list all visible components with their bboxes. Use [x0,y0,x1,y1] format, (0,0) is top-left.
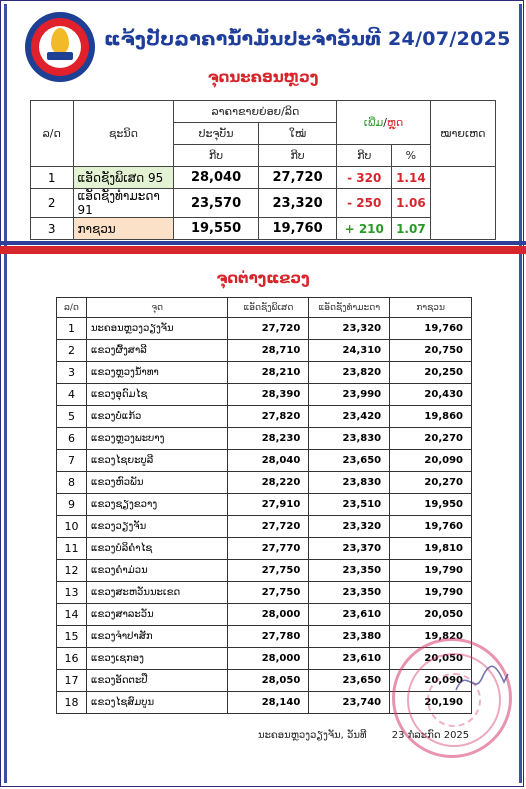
price-regular: 23,740 [309,692,390,714]
price-special: 27,910 [228,494,309,516]
price-special: 27,750 [228,582,309,604]
province-name: ແຂວງໄຊຍະບູລີ [86,450,228,472]
price-diesel: 19,790 [390,582,472,604]
price-diesel: 19,810 [390,538,472,560]
col-diesel-header: ກາຊວນ [390,298,472,318]
price-special: 27,720 [228,516,309,538]
row-no: 3 [57,362,87,384]
col-type-header: ຊະນິດ [73,101,174,167]
col-new-header: ໃໝ່ [258,123,337,145]
province-name: ແຂວງບໍລິຄຳໄຊ [86,538,228,560]
price-special: 27,780 [228,626,309,648]
price-regular: 23,510 [309,494,390,516]
table-row [31,167,496,189]
price-regular: 23,830 [309,428,390,450]
logo-base [47,52,73,60]
price-diesel: 20,090 [390,670,472,692]
price-regular: 23,650 [309,450,390,472]
price-diesel: 19,790 [390,560,472,582]
province-name: ແຂວງຫຼວງນ້ຳທາ [86,362,228,384]
price-regular: 23,990 [309,384,390,406]
col-regular-header: ແອັດຊັງທຳມະດາ [309,298,390,318]
province-name: ແຂວງບໍ່ແກ້ວ [86,406,228,428]
capital-subtitle: ຈຸດນະຄອນຫຼວງ [207,68,319,86]
row-no: 10 [57,516,87,538]
price-diesel: 20,190 [390,692,472,714]
table-row [57,604,472,626]
table-row [57,516,472,538]
province-name: ແຂວງສະຫວັນນະເຂດ [86,582,228,604]
price-diesel: 20,270 [390,428,472,450]
price-special: 28,210 [228,362,309,384]
province-name: ແຂວງຫົວພັນ [86,472,228,494]
right-border-stripe [519,4,522,783]
signature-icon [452,660,512,700]
price-special: 27,750 [228,560,309,582]
price-new: 23,320 [258,189,337,218]
price-diesel: 20,430 [390,384,472,406]
title-date: 24/07/2025 [388,28,511,50]
capital-price-table [30,100,496,240]
price-diesel: 20,050 [390,604,472,626]
province-name: ແຂວງໄຊສົມບູນ [86,692,228,714]
province-name: ແຂວງເຊກອງ [86,648,228,670]
price-diesel: 19,760 [390,318,472,340]
price-diesel: 20,750 [390,340,472,362]
row-no: 16 [57,648,87,670]
change-down-label: ຫຼຸດ [386,116,404,129]
col-no-header: ລ/ດ [31,101,74,167]
row-no: 12 [57,560,87,582]
fuel-drop-icon [51,28,69,54]
row-no: 2 [31,189,74,218]
price-regular: 23,830 [309,472,390,494]
price-diesel: 19,950 [390,494,472,516]
province-subtitle: ຈຸດຕ່າງແຂວງ [216,269,310,287]
row-no: 15 [57,626,87,648]
price-diesel: 20,270 [390,472,472,494]
province-name: ແຂວງວຽງຈັນ [86,516,228,538]
price-diesel: 20,250 [390,362,472,384]
price-special: 27,770 [228,538,309,560]
change-sep: / [383,116,387,129]
change-up-label: ເພີ່ມ [363,116,384,129]
price-regular: 23,370 [309,538,390,560]
price-change-pct: 1.14 [392,167,431,189]
title-text: ແຈ້ງປັບລາຄານ້ຳມັນປະຈຳວັນທີ [104,28,382,50]
fuel-type-name: ກາຊວນ [73,218,174,240]
price-change: + 210 [337,218,392,240]
province-name: ແຂວງອຸດົມໄຊ [86,384,228,406]
page-title [104,28,514,50]
left-border-stripe [4,4,7,783]
price-regular: 23,610 [309,604,390,626]
unit-kip-current: ກີບ [174,145,258,167]
price-regular: 23,820 [309,362,390,384]
price-regular: 23,650 [309,670,390,692]
price-diesel: 19,820 [390,626,472,648]
note-cell [430,167,495,240]
footer-date: 23 ກໍລະກົດ 2025 [391,730,470,741]
price-change-pct: 1.06 [392,189,431,218]
fuel-type-name: ແອັດຊັງພິເສດ 95 [73,167,174,189]
price-special: 28,000 [228,648,309,670]
table-row [57,406,472,428]
province-name: ແຂວງຜົ້ງສາລີ [86,340,228,362]
table-row [57,384,472,406]
province-name: ແຂວງຊຽງຂວາງ [86,494,228,516]
price-special: 28,050 [228,670,309,692]
province-price-table [56,297,472,714]
price-special: 28,390 [228,384,309,406]
unit-pct: % [392,145,431,167]
table-header-row [31,101,496,123]
row-no: 13 [57,582,87,604]
row-no: 11 [57,538,87,560]
row-no: 3 [31,218,74,240]
table-row [57,450,472,472]
table-row [31,218,496,240]
price-regular: 23,320 [309,318,390,340]
price-change: - 250 [337,189,392,218]
table-row [57,472,472,494]
row-no: 4 [57,384,87,406]
footer-place: ນະຄອນຫຼວງວຽງຈັນ, ວັນທີ [258,730,367,741]
price-diesel: 20,090 [390,450,472,472]
row-no: 2 [57,340,87,362]
province-name: ແຂວງຫຼວງພະບາງ [86,428,228,450]
price-special: 28,710 [228,340,309,362]
row-no: 1 [31,167,74,189]
price-special: 28,230 [228,428,309,450]
price-special: 28,140 [228,692,309,714]
price-diesel: 19,860 [390,406,472,428]
row-no: 17 [57,670,87,692]
price-current: 19,550 [174,218,258,240]
row-no: 1 [57,318,87,340]
col-note-header: ໝາຍເຫດ [430,101,495,167]
col-location-header: ຈຸດ [86,298,228,318]
table-row [57,340,472,362]
price-diesel: 19,760 [390,516,472,538]
table-row [57,362,472,384]
price-change-pct: 1.07 [392,218,431,240]
row-no: 6 [57,428,87,450]
table-row [57,560,472,582]
table-row [31,189,496,218]
price-regular: 23,380 [309,626,390,648]
divider-red [0,246,526,254]
price-special: 27,820 [228,406,309,428]
province-name: ແຂວງຄຳມ່ວນ [86,560,228,582]
price-current: 28,040 [174,167,258,189]
table-row [57,538,472,560]
price-change: - 320 [337,167,392,189]
province-name: ນະຄອນຫຼວງວຽງຈັນ [86,318,228,340]
price-new: 27,720 [258,167,337,189]
col-price-header: ລາຄາຂາຍຍ່ອຍ/ລິດ [174,101,337,123]
unit-kip-change: ກີບ [337,145,392,167]
table-row [57,318,472,340]
divider-blue [0,241,526,245]
province-name: ແຂວງສາລະວັນ [86,604,228,626]
price-special: 28,000 [228,604,309,626]
row-no: 18 [57,692,87,714]
col-change-header [337,101,430,145]
price-special: 27,720 [228,318,309,340]
fuel-type-name: ແອັດຊັງທຳມະດາ 91 [73,189,174,218]
price-regular: 23,610 [309,648,390,670]
row-no: 5 [57,406,87,428]
table-row [57,582,472,604]
price-regular: 23,350 [309,560,390,582]
price-regular: 23,350 [309,582,390,604]
table-row [57,428,472,450]
price-current: 23,570 [174,189,258,218]
province-name: ແຂວງຈຳປາສັກ [86,626,228,648]
row-no: 14 [57,604,87,626]
row-no: 9 [57,494,87,516]
price-regular: 24,310 [309,340,390,362]
province-name: ແຂວງອັດຕະປື [86,670,228,692]
row-no: 7 [57,450,87,472]
table-row [57,494,472,516]
price-regular: 23,320 [309,516,390,538]
price-diesel: 20,050 [390,648,472,670]
col-special-header: ແອັດຊັງພິເສດ [228,298,309,318]
province-header-row [57,298,472,318]
table-row [57,626,472,648]
col-no-header: ລ/ດ [57,298,87,318]
unit-kip-new: ກີບ [258,145,337,167]
price-special: 28,040 [228,450,309,472]
price-special: 28,220 [228,472,309,494]
price-new: 19,760 [258,218,337,240]
price-regular: 23,420 [309,406,390,428]
col-current-header: ປະຈຸບັນ [174,123,258,145]
row-no: 8 [57,472,87,494]
